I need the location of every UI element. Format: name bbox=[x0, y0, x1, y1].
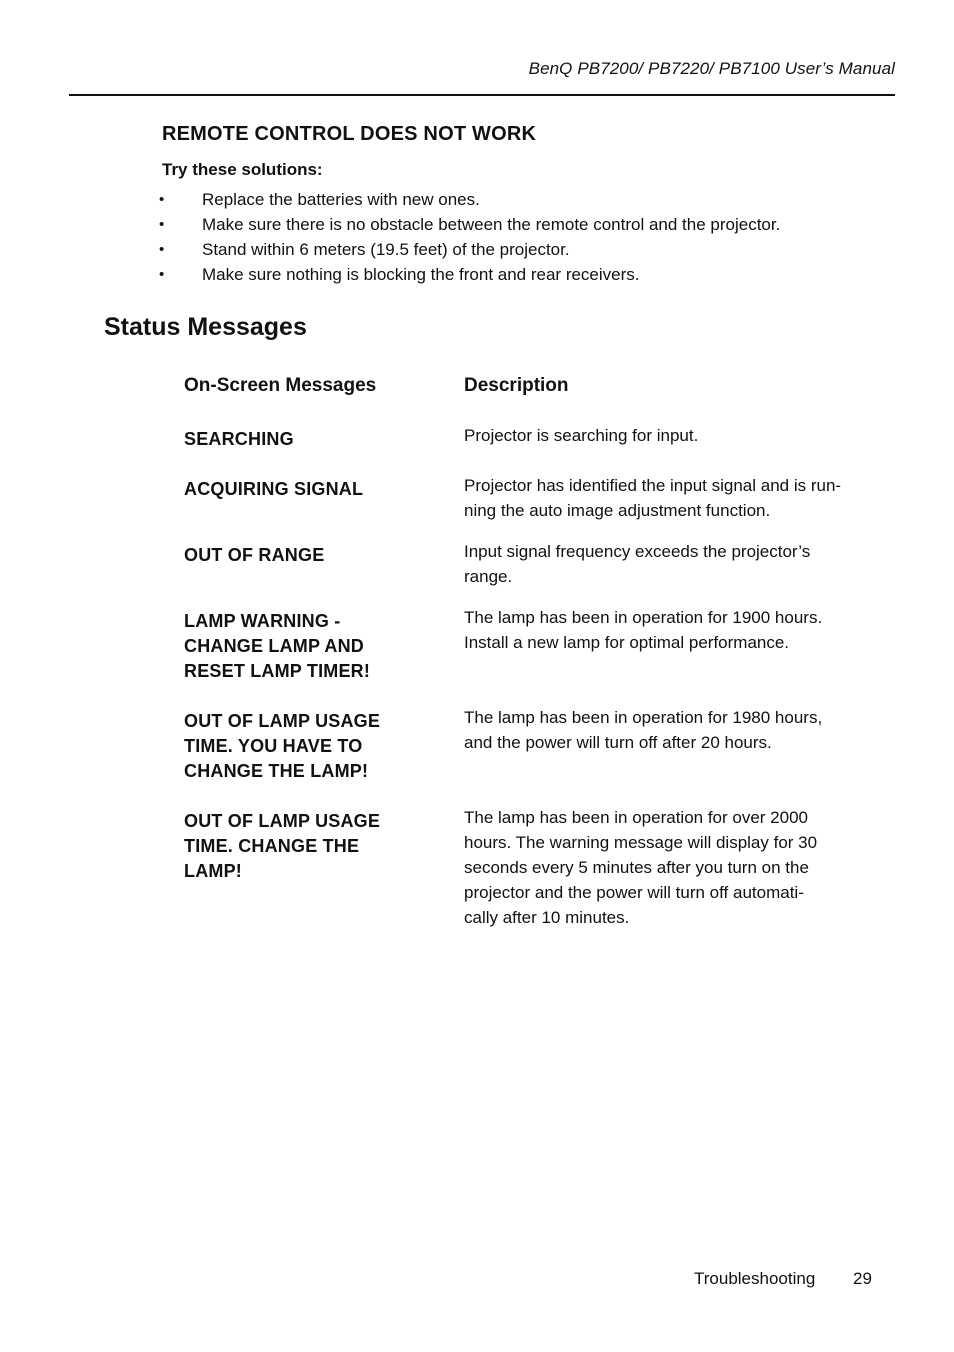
message-line: TIME. CHANGE THE bbox=[184, 836, 360, 856]
message-line: RESET LAMP TIMER! bbox=[184, 661, 371, 681]
description-line: hours. The warning message will display for 30 bbox=[464, 833, 818, 852]
message-cell bbox=[184, 704, 464, 784]
description-line: Projector is searching for input. bbox=[464, 426, 699, 445]
solution-text: Stand within 6 meters (19.5 feet) of the projector. bbox=[202, 240, 570, 259]
solution-item bbox=[159, 262, 780, 287]
bullet-icon: • bbox=[159, 266, 165, 283]
description-cell bbox=[464, 422, 884, 448]
status-table-header bbox=[184, 375, 904, 405]
description-cell bbox=[464, 804, 884, 930]
description-line: ning the auto image adjustment function. bbox=[464, 501, 771, 520]
message-cell bbox=[184, 538, 464, 568]
solution-text: Replace the batteries with new ones. bbox=[202, 190, 480, 209]
status-table bbox=[184, 422, 904, 934]
footer-section-label: Troubleshooting bbox=[694, 1269, 816, 1288]
message-cell bbox=[184, 472, 464, 502]
message-line: SEARCHING bbox=[184, 429, 294, 449]
solution-item bbox=[159, 187, 780, 212]
description-line: The lamp has been in operation for 1980 hours, bbox=[464, 708, 823, 727]
solutions-label: Try these solutions: bbox=[162, 160, 323, 179]
message-line: OUT OF LAMP USAGE bbox=[184, 711, 381, 731]
description-cell bbox=[464, 704, 884, 755]
status-messages-title: Status Messages bbox=[104, 313, 307, 341]
message-line: CHANGE THE LAMP! bbox=[184, 761, 369, 781]
remote-control-heading: REMOTE CONTROL DOES NOT WORK bbox=[162, 123, 537, 145]
message-cell bbox=[184, 422, 464, 452]
message-cell bbox=[184, 804, 464, 884]
bullet-icon: • bbox=[159, 241, 165, 258]
description-line: cally after 10 minutes. bbox=[464, 908, 630, 927]
message-line: ACQUIRING SIGNAL bbox=[184, 479, 364, 499]
description-line: Install a new lamp for optimal performance. bbox=[464, 633, 790, 652]
status-row bbox=[184, 804, 904, 934]
column-header-description: Description bbox=[464, 375, 569, 396]
solution-item bbox=[159, 237, 780, 262]
message-line: OUT OF LAMP USAGE bbox=[184, 811, 381, 831]
status-row bbox=[184, 604, 904, 704]
page-number: 29 bbox=[853, 1269, 872, 1288]
description-line: The lamp has been in operation for 1900 hours. bbox=[464, 608, 823, 627]
bullet-icon: • bbox=[159, 216, 165, 233]
solution-text: Make sure nothing is blocking the front and rear receivers. bbox=[202, 265, 640, 284]
status-row bbox=[184, 422, 904, 472]
status-row bbox=[184, 472, 904, 538]
solutions-list bbox=[159, 187, 780, 287]
message-line: TIME. YOU HAVE TO bbox=[184, 736, 363, 756]
description-line: and the power will turn off after 20 hours. bbox=[464, 733, 772, 752]
description-line: The lamp has been in operation for over 2000 bbox=[464, 808, 809, 827]
bullet-icon: • bbox=[159, 191, 165, 208]
message-line: LAMP! bbox=[184, 861, 242, 881]
description-cell bbox=[464, 604, 884, 655]
header-divider bbox=[69, 94, 895, 96]
description-line: range. bbox=[464, 567, 513, 586]
description-line: Input signal frequency exceeds the projector’s bbox=[464, 542, 811, 561]
description-line: projector and the power will turn off automati- bbox=[464, 883, 804, 902]
solution-text: Make sure there is no obstacle between the remote control and the projector. bbox=[202, 215, 781, 234]
status-row bbox=[184, 538, 904, 604]
message-line: CHANGE LAMP AND bbox=[184, 636, 365, 656]
description-cell bbox=[464, 538, 884, 589]
message-cell bbox=[184, 604, 464, 684]
description-line: Projector has identified the input signal and is run- bbox=[464, 476, 842, 495]
manual-header-title: BenQ PB7200/ PB7220/ PB7100 User’s Manual bbox=[528, 59, 895, 78]
status-row bbox=[184, 704, 904, 804]
description-line: seconds every 5 minutes after you turn on the bbox=[464, 858, 809, 877]
message-line: OUT OF RANGE bbox=[184, 545, 325, 565]
solution-item bbox=[159, 212, 780, 237]
column-header-messages: On-Screen Messages bbox=[184, 375, 377, 396]
message-line: LAMP WARNING - bbox=[184, 611, 341, 631]
description-cell bbox=[464, 472, 884, 523]
